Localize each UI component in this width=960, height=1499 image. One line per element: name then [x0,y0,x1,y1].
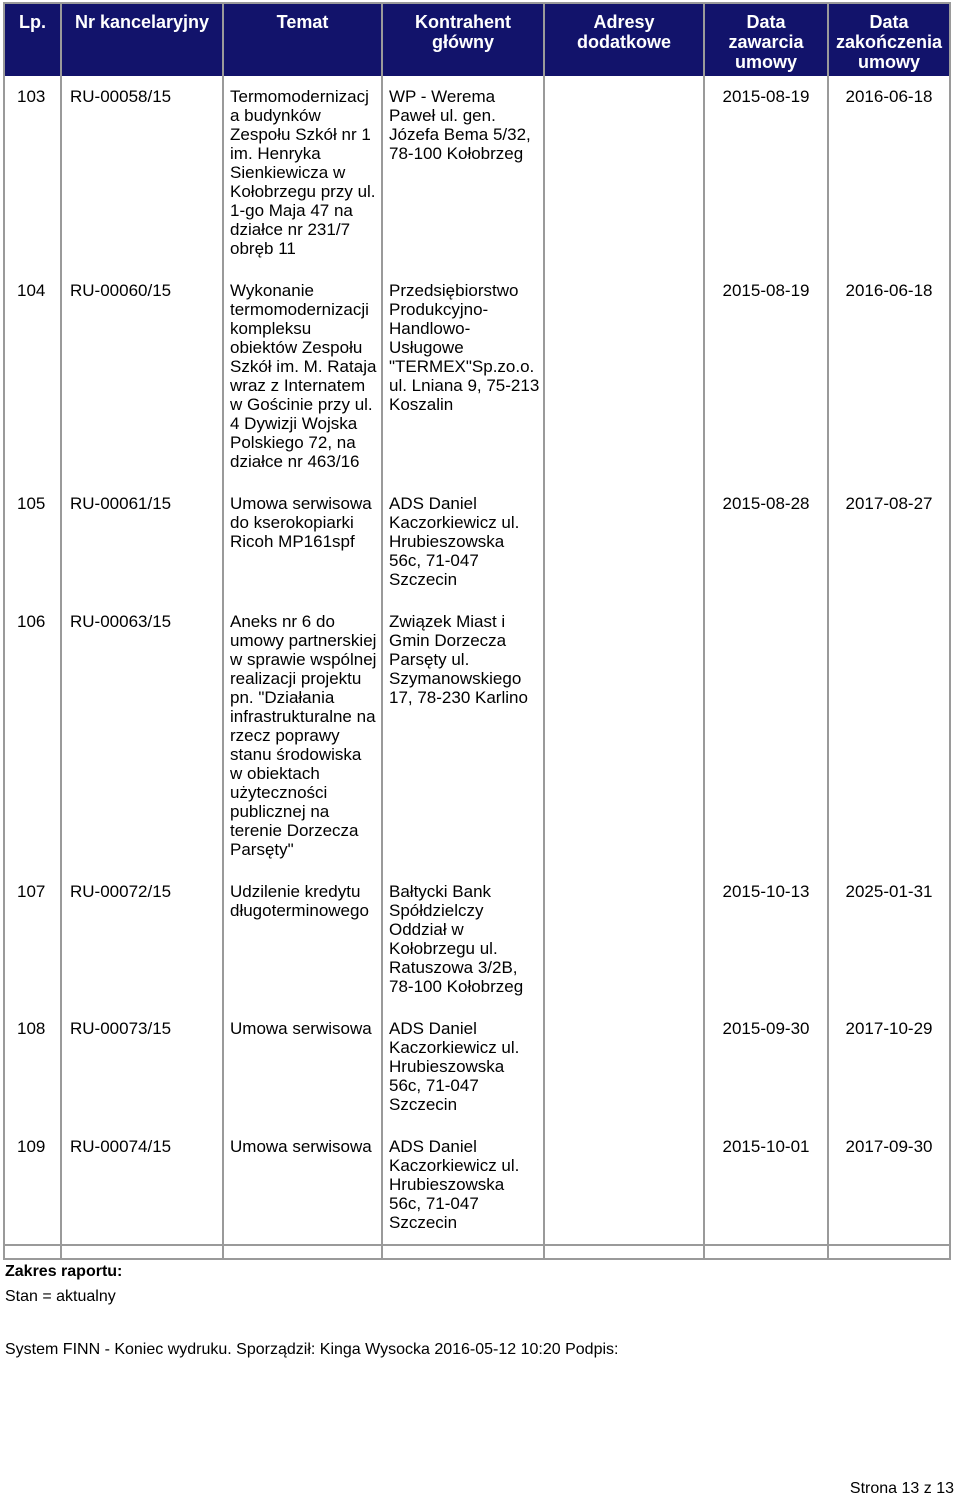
cell-nr: RU-00060/15 [61,270,223,483]
cell-lp: 103 [4,76,61,270]
end-cell [4,1245,61,1259]
cell-temat: Wykonanie termomodernizacji kompleksu obiektów Zespołu Szkół im. M. Rataja wraz z Internatem w Gościnie przy ul. 4 Dywizji Wojska Polskiego 72, na działce nr 463/16 [223,270,382,483]
cell-data-zawarcia: 2015-10-01 [704,1126,828,1245]
cell-temat: Umowa serwisowa do kserokopiarki Ricoh MP161spf [223,483,382,601]
end-cell [544,1245,704,1259]
cell-kontrahent: Związek Miast i Gmin Dorzecza Parsęty ul. Szymanowskiego 17, 78-230 Karlino [382,601,544,871]
cell-data-zakonczenia: 2016-06-18 [828,270,950,483]
report-scope-value: Stan = aktualny [5,1288,116,1305]
end-cell [382,1245,544,1259]
cell-nr: RU-00074/15 [61,1126,223,1245]
cell-lp: 105 [4,483,61,601]
table-row [4,1008,950,1126]
column-header-lp: Lp. [4,3,61,76]
contracts-register-table [3,2,951,1260]
table-body [4,76,950,1259]
cell-adresy [544,483,704,601]
cell-lp: 108 [4,1008,61,1126]
cell-adresy [544,270,704,483]
table-row [4,270,950,483]
cell-data-zakonczenia: 2017-08-27 [828,483,950,601]
cell-data-zawarcia: 2015-08-19 [704,76,828,270]
cell-data-zakonczenia [828,601,950,871]
table-row [4,76,950,270]
cell-data-zawarcia [704,601,828,871]
end-cell [704,1245,828,1259]
report-footer: System FINN - Koniec wydruku. Sporządził: Kinga Wysocka 2016-05-12 10:20 Podpis: [5,1341,619,1358]
cell-kontrahent: WP - Werema Paweł ul. gen. Józefa Bema 5/32, 78-100 Kołobrzeg [382,76,544,270]
cell-data-zawarcia: 2015-09-30 [704,1008,828,1126]
cell-nr: RU-00063/15 [61,601,223,871]
cell-data-zawarcia: 2015-08-28 [704,483,828,601]
cell-nr: RU-00061/15 [61,483,223,601]
column-header-adresy: Adresy dodatkowe [544,3,704,76]
cell-kontrahent: ADS Daniel Kaczorkiewicz ul. Hrubieszowska 56c, 71-047 Szczecin [382,483,544,601]
cell-kontrahent: Bałtycki Bank Spółdzielczy Oddział w Kołobrzegu ul. Ratuszowa 3/2B, 78-100 Kołobrzeg [382,871,544,1008]
end-cell [61,1245,223,1259]
cell-data-zakonczenia: 2016-06-18 [828,76,950,270]
cell-temat: Aneks nr 6 do umowy partnerskiej w sprawie wspólnej realizacji projektu pn. "Działania infrastrukturalne na rzecz poprawy stanu środowiska w obiektach użyteczności publicznej na terenie Dorzecza Parsęty" [223,601,382,871]
end-cell [828,1245,950,1259]
cell-kontrahent: ADS Daniel Kaczorkiewicz ul. Hrubieszowska 56c, 71-047 Szczecin [382,1008,544,1126]
column-header-kontrahent: Kontrahent główny [382,3,544,76]
column-header-temat: Temat [223,3,382,76]
cell-kontrahent: ADS Daniel Kaczorkiewicz ul. Hrubieszowska 56c, 71-047 Szczecin [382,1126,544,1245]
column-header-nr: Nr kancelaryjny [61,3,223,76]
cell-lp: 107 [4,871,61,1008]
column-header-data-zawarcia: Data zawarcia umowy [704,3,828,76]
cell-data-zakonczenia: 2017-09-30 [828,1126,950,1245]
table-header [4,3,950,76]
page-number: Strona 13 z 13 [849,1480,954,1497]
cell-lp: 109 [4,1126,61,1245]
cell-adresy [544,871,704,1008]
cell-data-zakonczenia: 2017-10-29 [828,1008,950,1126]
end-cell [223,1245,382,1259]
cell-nr: RU-00073/15 [61,1008,223,1126]
cell-temat: Udzilenie kredytu długoterminowego [223,871,382,1008]
cell-lp: 104 [4,270,61,483]
cell-adresy [544,76,704,270]
table-end-row [4,1245,950,1259]
cell-lp: 106 [4,601,61,871]
table-row [4,1126,950,1245]
table-row [4,871,950,1008]
cell-adresy [544,601,704,871]
table-row [4,483,950,601]
cell-nr: RU-00072/15 [61,871,223,1008]
cell-temat: Umowa serwisowa [223,1126,382,1245]
column-header-data-zakonczenia: Data zakończenia umowy [828,3,950,76]
cell-adresy [544,1126,704,1245]
report-scope-label: Zakres raportu: [5,1263,123,1280]
cell-kontrahent: Przedsiębiorstwo Produkcyjno-Handlowo-Usługowe "TERMEX"Sp.zo.o. ul. Lniana 9, 75-213 Koszalin [382,270,544,483]
cell-data-zawarcia: 2015-10-13 [704,871,828,1008]
cell-temat: Umowa serwisowa [223,1008,382,1126]
cell-data-zawarcia: 2015-08-19 [704,270,828,483]
table-row [4,601,950,871]
cell-nr: RU-00058/15 [61,76,223,270]
cell-adresy [544,1008,704,1126]
cell-data-zakonczenia: 2025-01-31 [828,871,950,1008]
cell-temat: Termomodernizacja budynków Zespołu Szkół nr 1 im. Henryka Sienkiewicza w Kołobrzegu przy ul. 1-go Maja 47 na działce nr 231/7 obręb 11 [223,76,382,270]
